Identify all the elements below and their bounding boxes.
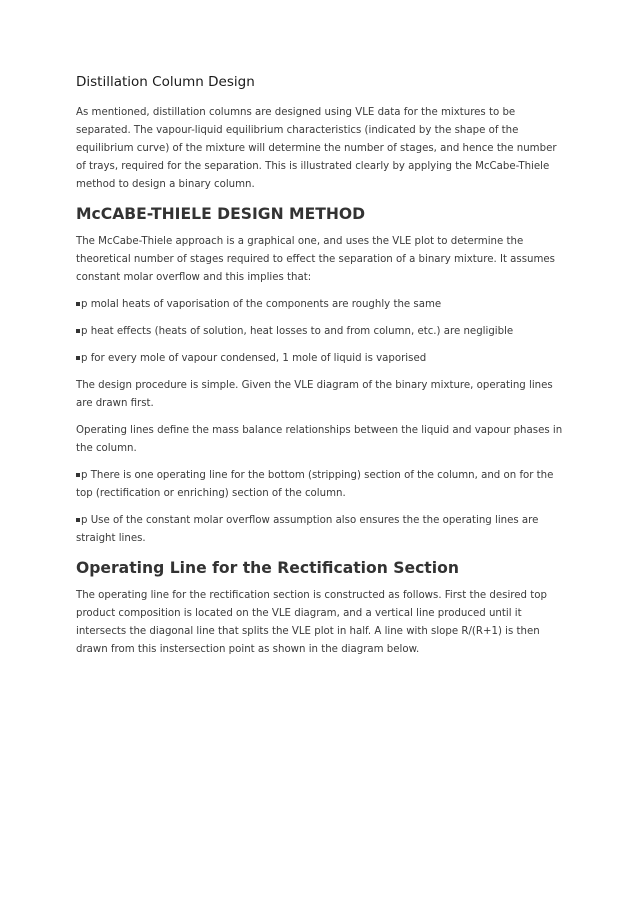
document-title: Distillation Column Design	[76, 74, 255, 90]
intro-paragraph: As mentioned, distillation columns are designed using VLE data for the mixtures to be separated. The vapour-liquid equilibrium characteristics (indicated by the shape of the equilibrium curve) of the mixture will determine the number of stages, and hence the number of trays, required for the separation. This is illustrated clearly by applying the McCabe-Thiele method to design a binary column.	[76, 107, 557, 190]
bullet-square-icon	[76, 518, 80, 522]
bullet-square-icon	[76, 302, 80, 306]
bullet-square-icon	[76, 473, 80, 477]
rectification-paragraph: The operating line for the rectification section is constructed as follows. First the desired top product composition is located on the VLE diagram, and a vertical line produced until it intersects the diagonal line that splits the VLE plot in half. A line with slope R/(R+1) is then drawn from this instersection point as shown in the diagram below.	[76, 590, 547, 655]
document-page	[76, 72, 566, 668]
mccabe-thiele-intro: The McCabe-Thiele approach is a graphical one, and uses the VLE plot to determine the theoretical number of stages required to effect the separation of a binary mixture. It assumes constant molar overflow and this implies that:	[76, 236, 555, 283]
operating-lines-paragraph: Operating lines define the mass balance relationships between the liquid and vapour phases in the column.	[76, 425, 563, 454]
bullet-item	[76, 467, 566, 503]
bullet-item	[76, 323, 566, 341]
bullet-square-icon	[76, 329, 80, 333]
bullet-text: p for every mole of vapour condensed, 1 mole of liquid is vaporised	[81, 353, 427, 364]
bullet-text: p Use of the constant molar overflow assumption also ensures the the operating lines are straight lines.	[76, 515, 539, 544]
bullet-text: p There is one operating line for the bottom (stripping) section of the column, and on for the top (rectification or enriching) section of the column.	[76, 470, 554, 499]
bullet-square-icon	[76, 356, 80, 360]
bullet-item	[76, 296, 566, 314]
bullet-item	[76, 350, 566, 368]
section-heading-mccabe-thiele: McCABE-THIELE DESIGN METHOD	[76, 205, 366, 223]
bullet-text: p heat effects (heats of solution, heat losses to and from column, etc.) are negligible	[81, 326, 514, 337]
bullet-item	[76, 512, 566, 548]
procedure-paragraph: The design procedure is simple. Given the VLE diagram of the binary mixture, operating lines are drawn first.	[76, 380, 553, 409]
section-heading-rectification: Operating Line for the Rectification Section	[76, 559, 459, 577]
bullet-text: p molal heats of vaporisation of the components are roughly the same	[81, 299, 442, 310]
